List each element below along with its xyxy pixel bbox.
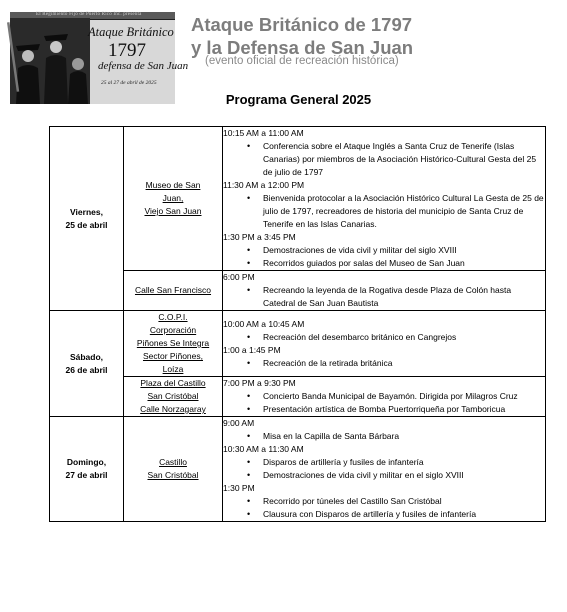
schedule-row — [50, 127, 546, 271]
day-name: Sábado, — [69, 351, 104, 362]
events-cell — [223, 271, 546, 311]
activity-item: • Disparos de artillería y fusiles de infantería — [263, 456, 545, 469]
day-date: 26 de abril — [65, 364, 108, 375]
venue-cell — [124, 271, 223, 311]
activity-item: • Misa en la Capilla de Santa Bárbara — [263, 430, 545, 443]
activity-item: • Concierto Banda Municipal de Bayamón. Dirigida por Milagros Cruz — [263, 390, 545, 403]
activity-item: • Demostraciones de vida civil y militar en el siglo XVIII — [263, 469, 545, 482]
event-time: 10:00 AM a 10:45 AM — [223, 318, 305, 329]
activity-list — [223, 390, 545, 416]
activity-list — [223, 456, 545, 482]
venue-name-line: San Cristóbal — [147, 470, 199, 480]
activity-list — [223, 357, 545, 370]
logo-line3: defensa de San Juan — [98, 60, 189, 72]
program-title-text: Programa General 2025 — [225, 92, 372, 107]
venue-name-line: Loíza — [162, 364, 184, 374]
schedule-table — [49, 126, 546, 522]
activity-item: • Conferencia sobre el Ataque Inglés a Santa Cruz de Tenerife (Islas Canarias) por miembros de la Asociación Histórico-Cultural Gesta del 25 de julio de 1797 — [263, 140, 545, 179]
event-time: 10:15 AM a 11:00 AM — [223, 128, 304, 138]
day-date: 25 de abril — [65, 219, 108, 230]
activity-item: • Bienvenida protocolar a la Asociación Histórico Cultural La Gesta de 25 de julio de 1797, recreadores de historia del municipio de Santa Cruz de Tenerife en las Islas Canarias. — [263, 192, 545, 231]
activity-list — [223, 430, 545, 443]
activity-item: • Recreación de la retirada británica — [263, 357, 545, 370]
venue-name-line: Juan, — [162, 193, 184, 203]
event-time: 11:30 AM a 12:00 PM — [223, 180, 305, 190]
day-name: Viernes, — [70, 206, 103, 217]
event-time: 1:00 a 1:45 PM — [223, 344, 281, 355]
activity-list — [223, 495, 545, 521]
activity-item: • Clausura con Disparos de artillería y fusiles de infantería — [263, 508, 545, 521]
venue-name-line: C.O.P.I. — [158, 312, 188, 322]
venue-name-line: Plaza del Castillo — [140, 378, 206, 388]
venue-name-line: Castillo — [159, 457, 187, 467]
event-time: 6:00 PM — [223, 272, 255, 282]
activity-list — [223, 244, 545, 270]
venue-cell — [124, 127, 223, 271]
logo-line1: Ataque Británico — [88, 25, 174, 39]
venue-name-line: Corporación — [149, 325, 197, 335]
event-time: 9:00 AM — [223, 418, 255, 428]
events-cell — [223, 311, 546, 377]
activity-list — [223, 140, 545, 179]
logo-strip-text: El Regimiento Fijo de Puerto Rico Inc. presenta — [36, 12, 142, 17]
venue-cell — [124, 417, 223, 522]
schedule-row — [50, 417, 546, 522]
page-title-line2: y la Defensa de San Juan — [191, 37, 414, 58]
page-subtitle: (evento oficial de recreación histórica) — [205, 55, 399, 67]
activity-item: • Recorridos guiados por salas del Museo de San Juan — [263, 257, 545, 270]
event-logo — [10, 12, 189, 104]
schedule-row — [50, 311, 546, 377]
venue-cell — [124, 311, 223, 377]
day-date: 27 de abril — [65, 470, 108, 480]
activity-item: • Recorrido por túneles del Castillo San Cristóbal — [263, 495, 545, 508]
logo-line4: 25 al 27 de abril de 2025 — [101, 80, 157, 86]
events-cell — [223, 377, 546, 417]
activity-item: • Demostraciones de vida civil y militar del siglo XVIII — [263, 244, 545, 257]
venue-name-line: Sector Piñones, — [142, 351, 203, 361]
venue-name-line: Piñones Se Integra — [136, 338, 210, 348]
venue-name-line: Calle Norzagaray — [140, 404, 206, 414]
logo-line2: 1797 — [108, 40, 146, 61]
activity-item: • Presentación artística de Bomba Puertorriqueña por Tamboricua — [263, 403, 545, 416]
event-time: 1:30 PM a 3:45 PM — [223, 232, 296, 242]
event-time: 1:30 PM — [223, 483, 255, 493]
activity-list — [223, 284, 545, 310]
day-name: Domingo, — [66, 457, 107, 467]
event-time: 10:30 AM a 11:30 AM — [223, 444, 304, 454]
activity-list — [223, 331, 545, 344]
events-cell — [223, 417, 546, 522]
day-cell — [50, 311, 124, 417]
activity-item: • Recreación del desembarco británico en Cangrejos — [263, 331, 545, 344]
day-cell — [50, 417, 124, 522]
venue-name-line: Calle San Francisco — [134, 285, 212, 295]
events-cell — [223, 127, 546, 271]
venue-cell — [124, 377, 223, 417]
venue-name-line: Museo de San — [145, 180, 201, 190]
event-time: 7:00 PM a 9:30 PM — [223, 378, 296, 388]
activity-list — [223, 192, 545, 231]
schedule-row — [50, 271, 546, 311]
schedule-row — [50, 377, 546, 417]
activity-item: • Recreando la leyenda de la Rogativa desde Plaza de Colón hasta Catedral de San Juan Bautista — [263, 284, 545, 310]
venue-name-line: Viejo San Juan — [144, 206, 202, 216]
program-title — [0, 92, 567, 107]
page-title-line1: Ataque Británico de 1797 — [191, 14, 413, 35]
venue-name-line: San Cristóbal — [147, 391, 199, 401]
day-cell — [50, 127, 124, 311]
